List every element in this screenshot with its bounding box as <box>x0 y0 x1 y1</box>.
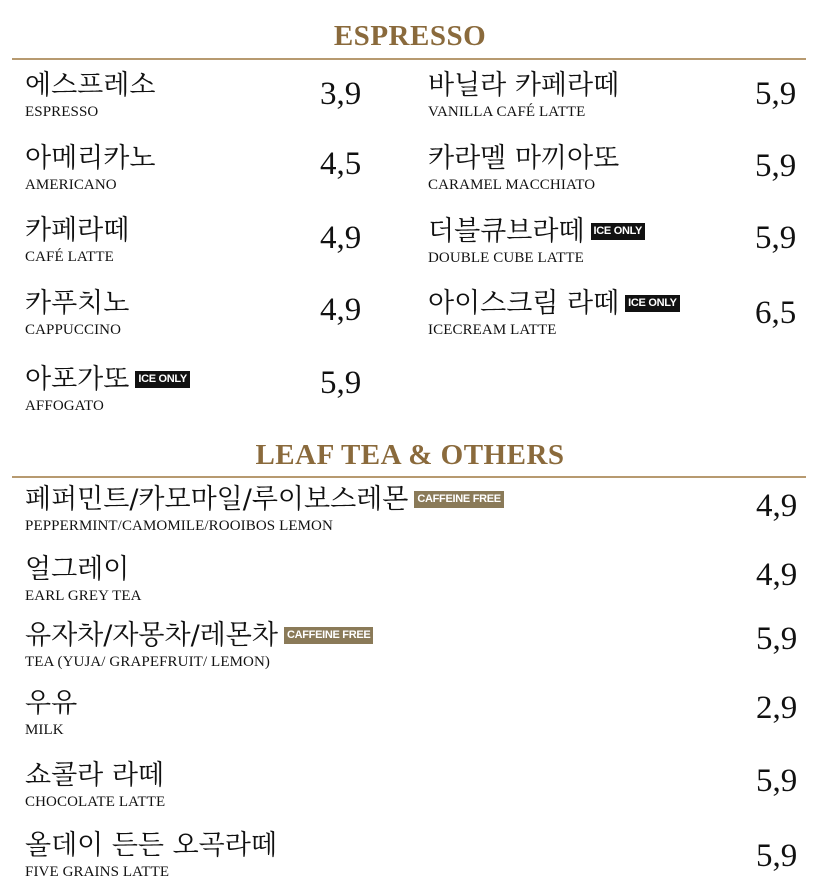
menu-item-english-name: CAPPUCCINO <box>25 322 122 338</box>
menu-item-english-name: VANILLA CAFÉ LATTE <box>428 104 586 120</box>
leaf-tea-section-title: LEAF TEA & OTHERS <box>255 439 565 471</box>
menu-item-english-name: FIVE GRAINS LATTE <box>25 864 170 880</box>
menu-item-korean-name: 페퍼민트/카모마일/루이보스레몬 CAFFEINE FREE <box>25 486 504 513</box>
menu-item-english-name: CAFÉ LATTE <box>25 249 114 265</box>
menu-item-korean-name: 쇼콜라 라떼 <box>25 760 164 791</box>
menu-item-price: 5,9 <box>755 220 797 256</box>
menu-item-price: 4,9 <box>320 220 362 256</box>
menu-item-herb-tea <box>25 486 504 534</box>
menu-item-caramel-macchiato <box>428 145 619 193</box>
menu-item-korean-name: 올데이 든든 오곡라떼 <box>25 830 277 861</box>
menu-item-price: 6,5 <box>755 295 797 331</box>
caffeine-free-badge: CAFFEINE FREE <box>414 491 504 508</box>
menu-item-price: 5,9 <box>755 148 797 184</box>
menu-item-korean-name: 카라멜 마끼아또 <box>428 143 620 174</box>
menu-item-korean-name: 아메리카노 <box>25 143 156 174</box>
menu-item-price: 4,9 <box>320 292 362 328</box>
menu-item-affogato <box>25 366 190 414</box>
menu-item-english-name: EARL GREY TEA <box>25 588 142 604</box>
menu-item-price: 3,9 <box>320 76 362 112</box>
menu-item-chocolate-latte <box>25 762 165 810</box>
menu-item-korean-name: 우유 <box>25 688 78 719</box>
menu-item-korean-name: 카페라떼 <box>25 215 130 246</box>
menu-item-korean-name: 얼그레이 <box>25 554 130 585</box>
menu-item-cappuccino <box>25 290 129 338</box>
ice-only-badge: ICE ONLY <box>591 223 646 240</box>
espresso-divider <box>12 58 806 60</box>
menu-item-korean-name: 카푸치노 <box>25 288 130 319</box>
menu-item-price: 4,9 <box>756 488 798 524</box>
leaf-tea-divider <box>12 476 806 478</box>
menu-item-english-name: AFFOGATO <box>25 398 104 414</box>
menu-item-price: 5,9 <box>756 621 798 657</box>
menu-item-english-name: ICECREAM LATTE <box>428 322 557 338</box>
menu-item-english-name: DOUBLE CUBE LATTE <box>428 250 584 266</box>
menu-item-vanilla-cafe-latte <box>428 72 619 120</box>
menu-item-price: 4,9 <box>756 557 798 593</box>
ice-only-badge: ICE ONLY <box>625 295 680 312</box>
menu-item-english-name: CHOCOLATE LATTE <box>25 794 166 810</box>
menu-item-five-grains-latte <box>25 832 277 880</box>
menu-item-price: 5,9 <box>756 838 798 874</box>
caffeine-free-badge: CAFFEINE FREE <box>284 627 374 644</box>
menu-item-price: 5,9 <box>756 763 798 799</box>
menu-item-double-cube-latte <box>428 218 645 266</box>
menu-item-milk <box>25 690 77 738</box>
menu-item-korean-name: 아이스크림 라떼 ICE ONLY <box>428 290 680 317</box>
menu-item-korean-name: 더블큐브라떼 ICE ONLY <box>428 218 645 245</box>
menu-item-citrus-tea <box>25 622 373 670</box>
menu-item-price: 4,5 <box>320 146 362 182</box>
menu-item-earl-grey <box>25 556 142 604</box>
ice-only-badge: ICE ONLY <box>135 371 190 388</box>
menu-item-english-name: CARAMEL MACCHIATO <box>428 177 596 193</box>
menu-item-english-name: AMERICANO <box>25 177 117 193</box>
menu-item-espresso <box>25 72 155 120</box>
menu-item-english-name: TEA (YUJA/ GRAPEFRUIT/ LEMON) <box>25 654 270 670</box>
menu-item-icecream-latte <box>428 290 680 338</box>
menu-item-korean-name: 바닐라 카페라떼 <box>428 70 620 101</box>
menu-item-korean-name: 유자차/자몽차/레몬차 CAFFEINE FREE <box>25 622 373 649</box>
menu-item-english-name: PEPPERMINT/CAMOMILE/ROOIBOS LEMON <box>25 518 333 534</box>
menu-item-price: 2,9 <box>756 690 798 726</box>
menu-item-korean-name: 에스프레소 <box>25 70 156 101</box>
menu-item-english-name: ESPRESSO <box>25 104 99 120</box>
menu-item-cafe-latte <box>25 217 129 265</box>
menu-item-korean-name: 아포가또 ICE ONLY <box>25 366 190 393</box>
espresso-section-title: ESPRESSO <box>333 20 487 52</box>
menu-item-price: 5,9 <box>755 76 797 112</box>
menu-item-americano <box>25 145 155 193</box>
menu-item-price: 5,9 <box>320 365 362 401</box>
menu-item-english-name: MILK <box>25 722 64 738</box>
